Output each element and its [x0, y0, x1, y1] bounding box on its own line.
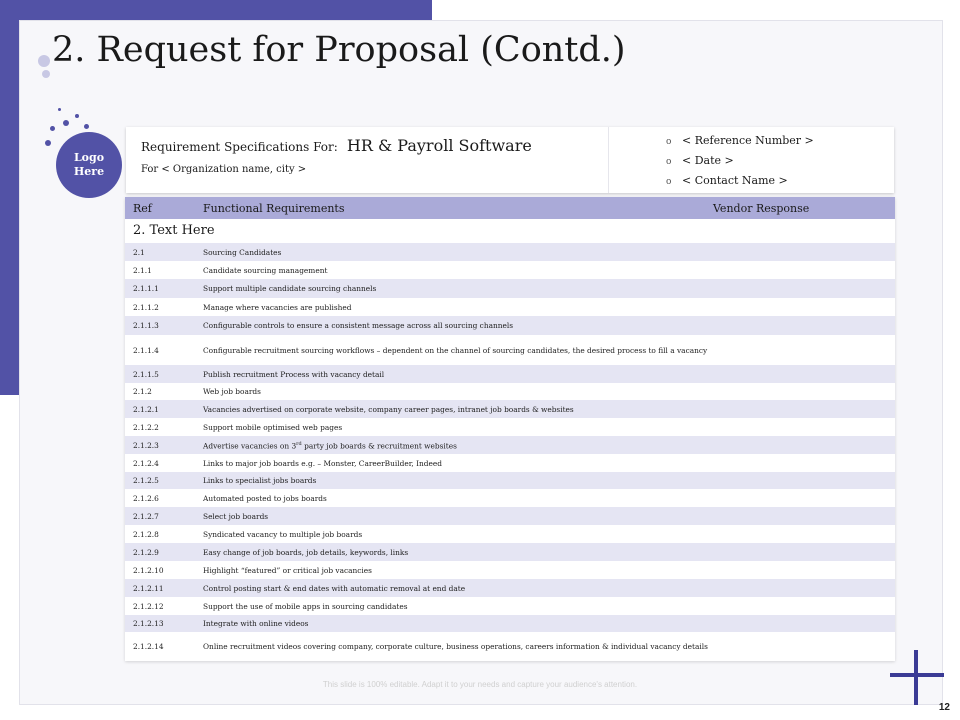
- bullet-icon: o: [666, 137, 672, 147]
- cell-ref: 2.1.2.3: [133, 440, 159, 450]
- logo-text: Here: [73, 165, 105, 178]
- table-row: [125, 243, 895, 261]
- cell-ref: 2.1.1.5: [133, 369, 159, 379]
- cell-requirement: Highlight “featured” or critical job vacancies: [203, 565, 372, 575]
- table-row: [125, 489, 895, 507]
- cell-ref: 2.1.1: [133, 265, 152, 275]
- table-row: [125, 472, 895, 489]
- slide-title: 2. Request for Proposal (Contd.): [52, 30, 626, 70]
- cell-ref: 2.1.2.6: [133, 493, 159, 503]
- cell-ref: 2.1.1.4: [133, 345, 159, 355]
- cell-ref: 2.1.1.1: [133, 284, 159, 293]
- table-row: [125, 418, 895, 436]
- cell-requirement: Easy change of job boards, job details, keywords, links: [203, 547, 409, 557]
- cell-requirement: Support multiple candidate sourcing channels: [203, 284, 377, 293]
- table-row: [125, 335, 895, 365]
- table-row: [125, 279, 895, 298]
- cell-requirement: Links to specialist jobs boards: [203, 476, 317, 485]
- logo-splash-dot: [50, 126, 55, 131]
- footer-note: This slide is 100% editable. Adapt it to your needs and capture your audience's attention.: [322, 680, 638, 689]
- cell-ref: 2.1.2.13: [133, 619, 164, 628]
- cell-ref: 2.1.2.2: [133, 422, 159, 432]
- table-row: [125, 543, 895, 561]
- logo-splash-dot: [75, 114, 79, 118]
- cell-ref: 2.1.2.7: [133, 511, 159, 521]
- cell-requirement: Control posting start & end dates with automatic removal at end date: [203, 583, 466, 593]
- cell-ref: 2.1.2.5: [133, 476, 159, 485]
- table-row: [125, 615, 895, 632]
- cell-requirement: Publish recruitment Process with vacancy detail: [203, 369, 385, 379]
- cell-requirement: [203, 440, 713, 450]
- cell-requirement: Automated posted to jobs boards: [203, 493, 327, 503]
- requirement-text: party job boards & recruitment websites: [301, 441, 457, 451]
- meta-list: [666, 131, 814, 191]
- table-row: [125, 383, 895, 400]
- meta-contact: [666, 171, 814, 191]
- logo-text: Logo: [73, 151, 105, 164]
- cell-ref: 2.1.2.12: [133, 601, 164, 611]
- plus-decor-vertical: [914, 650, 918, 705]
- logo-splash-dot: [63, 120, 69, 126]
- table-header: [125, 197, 895, 219]
- cell-ref: 2.1.2: [133, 387, 152, 396]
- cell-ref: 2.1.2.1: [133, 404, 159, 414]
- cell-ref: 2.1.2.11: [133, 583, 164, 593]
- requirement-superscript: rd: [296, 440, 302, 447]
- requirement-title: [141, 136, 532, 155]
- header-divider: [608, 127, 609, 193]
- requirement-label: Requirement Specifications For:: [141, 140, 338, 154]
- cell-ref: 2.1.1.3: [133, 321, 159, 330]
- cell-requirement: Manage where vacancies are published: [203, 302, 352, 312]
- table-row: [125, 579, 895, 597]
- cell-requirement: Syndicated vacancy to multiple job boards: [203, 529, 363, 539]
- cell-ref: 2.1: [133, 247, 145, 257]
- table-row: [125, 561, 895, 579]
- logo-splash-dot: [45, 140, 51, 146]
- table-row: [125, 597, 895, 615]
- column-header-vendor-response: Vendor Response: [713, 201, 810, 215]
- table-row: [125, 454, 895, 472]
- requirements-table: [125, 197, 895, 661]
- cell-ref: 2.1.2.4: [133, 458, 159, 468]
- meta-text: < Date >: [682, 154, 734, 167]
- organization-line: For < Organization name, city >: [141, 164, 307, 175]
- page-number: 12: [938, 702, 950, 713]
- cell-requirement: Support mobile optimised web pages: [203, 422, 343, 432]
- table-row: [125, 632, 895, 661]
- table-row: [125, 316, 895, 335]
- cell-requirement: Online recruitment videos covering company, corporate culture, business operations, careers information & individual vacancy details: [203, 642, 708, 651]
- table-row: [125, 436, 895, 454]
- logo-placeholder: [56, 132, 122, 198]
- cell-ref: 2.1.2.8: [133, 529, 159, 539]
- table-body: [125, 243, 895, 661]
- cell-requirement: Configurable controls to ensure a consistent message across all sourcing channels: [203, 321, 514, 330]
- plus-decor-horizontal: [890, 673, 944, 677]
- cell-requirement: Sourcing Candidates: [203, 247, 282, 257]
- requirement-text: Advertise vacancies on 3: [203, 441, 297, 451]
- table-row: [125, 507, 895, 525]
- cell-ref: 2.1.2.14: [133, 642, 164, 651]
- cell-requirement: Support the use of mobile apps in sourcing candidates: [203, 601, 408, 611]
- section-title: 2. Text Here: [125, 219, 895, 243]
- meta-text: < Reference Number >: [682, 134, 814, 147]
- decor-circle: [42, 70, 50, 78]
- cell-requirement: Select job boards: [203, 511, 269, 521]
- cell-requirement: Candidate sourcing management: [203, 265, 328, 275]
- cell-ref: 2.1.1.2: [133, 302, 159, 312]
- column-header-requirements: Functional Requirements: [203, 201, 345, 215]
- table-row: [125, 261, 895, 279]
- decor-circle: [38, 55, 50, 67]
- cell-requirement: Vacancies advertised on corporate website, company career pages, intranet job boards & websites: [203, 404, 574, 414]
- bullet-icon: o: [666, 157, 672, 167]
- cell-requirement: Configurable recruitment sourcing workflows – dependent on the channel of sourcing candidates, the desired process to fill a vacancy: [203, 345, 708, 355]
- column-header-ref: Ref: [133, 201, 152, 215]
- bullet-icon: o: [666, 177, 672, 187]
- meta-date: [666, 151, 814, 171]
- table-row: [125, 298, 895, 316]
- table-row: [125, 365, 895, 383]
- cell-ref: 2.1.2.10: [133, 565, 164, 575]
- requirement-header-card: [126, 127, 894, 193]
- meta-text: < Contact Name >: [682, 174, 788, 187]
- cell-requirement: Web job boards: [203, 387, 261, 396]
- logo-splash-dot: [84, 124, 89, 129]
- meta-reference: [666, 131, 814, 151]
- table-row: [125, 400, 895, 418]
- table-row: [125, 525, 895, 543]
- cell-requirement: Integrate with online videos: [203, 619, 309, 628]
- requirement-value: HR & Payroll Software: [346, 136, 532, 155]
- logo-splash-dot: [58, 108, 61, 111]
- cell-requirement: Links to major job boards e.g. – Monster, CareerBuilder, Indeed: [203, 458, 443, 468]
- cell-ref: 2.1.2.9: [133, 547, 159, 557]
